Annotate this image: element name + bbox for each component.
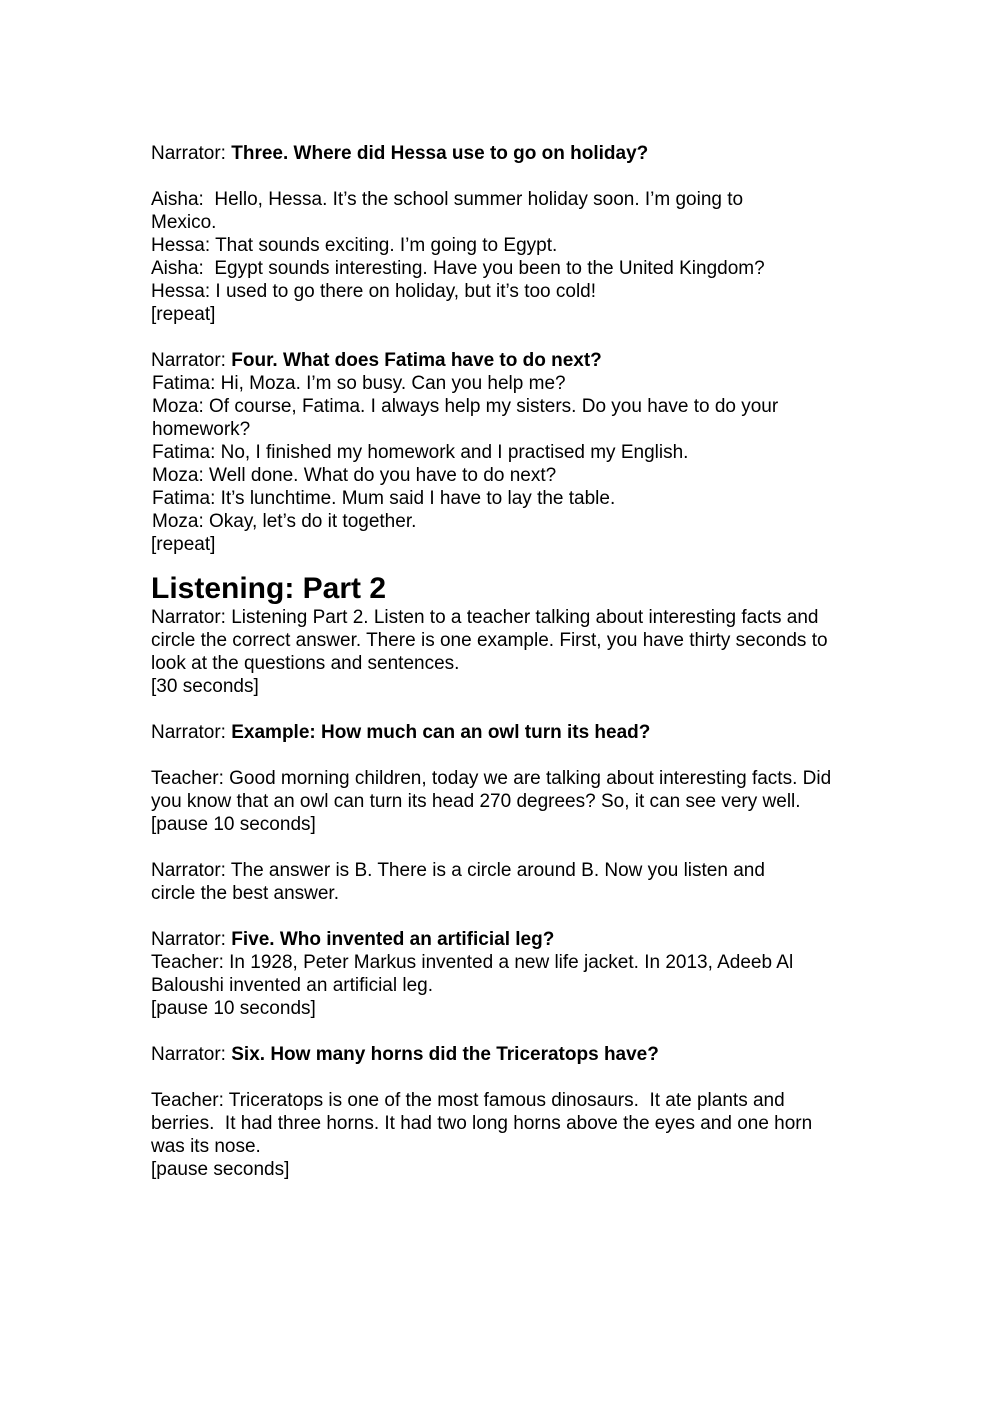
narrator-label: Narrator: xyxy=(151,1044,232,1065)
stage-direction: [pause 10 seconds] xyxy=(151,814,316,835)
narrator-label: Narrator: xyxy=(151,722,232,743)
q3-prompt xyxy=(151,142,851,165)
teacher-line: Teacher: Good morning children, today we are talking about interesting facts. Did you know that an owl can turn its head 270 degrees? So, it can see very well. xyxy=(151,768,837,812)
dialogue-line: Moza: Okay, let’s do it together. xyxy=(152,511,417,532)
q6-question: Six. How many horns did the Triceratops have? xyxy=(231,1044,659,1065)
section-heading: Listening: Part 2 xyxy=(151,572,387,605)
q5-question: Five. Who invented an artificial leg? xyxy=(231,929,555,950)
dialogue-line: Aisha: Hello, Hessa. It’s the school summer holiday soon. I’m going to Mexico. xyxy=(151,189,749,233)
dialogue-line: Moza: Well done. What do you have to do next? xyxy=(152,465,557,486)
stage-direction: [repeat] xyxy=(151,534,216,555)
narrator-label: Narrator: xyxy=(151,929,232,950)
dialogue-line: Fatima: No, I finished my homework and I practised my English. xyxy=(152,442,689,463)
stage-direction: [30 seconds] xyxy=(151,676,259,697)
q4-question: Four. What does Fatima have to do next? xyxy=(231,350,602,371)
q5-prompt xyxy=(151,928,851,951)
teacher-line: Teacher: In 1928, Peter Markus invented a new life jacket. In 2013, Adeeb Al Baloushi invented an artificial leg. xyxy=(151,952,799,996)
stage-direction: [repeat] xyxy=(151,304,216,325)
teacher-line: Teacher: Triceratops is one of the most famous dinosaurs. It ate plants and berries. It had three horns. It had two long horns above the eyes and one horn was its nose. xyxy=(151,1090,818,1157)
q6-prompt xyxy=(151,1043,851,1066)
dialogue-line: Hessa: I used to go there on holiday, but it’s too cold! xyxy=(151,281,597,302)
document-page xyxy=(151,142,851,1181)
dialogue-line: Moza: Of course, Fatima. I always help my sisters. Do you have to do your homework? xyxy=(152,396,784,440)
dialogue-line: Fatima: Hi, Moza. I’m so busy. Can you help me? xyxy=(152,373,566,394)
dialogue-line: Fatima: It’s lunchtime. Mum said I have to lay the table. xyxy=(152,488,616,509)
example-prompt xyxy=(151,721,851,744)
narrator-label: Narrator: xyxy=(151,350,232,371)
dialogue-line: Aisha: Egypt sounds interesting. Have you been to the United Kingdom? xyxy=(151,258,765,279)
stage-direction: [pause 10 seconds] xyxy=(151,998,316,1019)
narrator-label: Narrator: xyxy=(151,143,232,164)
part2-intro: Narrator: Listening Part 2. Listen to a teacher talking about interesting facts and circle the correct answer. There is one example. First, you have thirty seconds to look at the questions and sentences. xyxy=(151,607,833,674)
answer-note: Narrator: The answer is B. There is a circle around B. Now you listen and circle the best answer. xyxy=(151,860,771,904)
stage-direction: [pause seconds] xyxy=(151,1159,290,1180)
q3-question: Three. Where did Hessa use to go on holiday? xyxy=(231,143,649,164)
dialogue-line: Hessa: That sounds exciting. I’m going to Egypt. xyxy=(151,235,558,256)
q4-prompt xyxy=(151,349,851,372)
example-question: Example: How much can an owl turn its head? xyxy=(231,722,651,743)
